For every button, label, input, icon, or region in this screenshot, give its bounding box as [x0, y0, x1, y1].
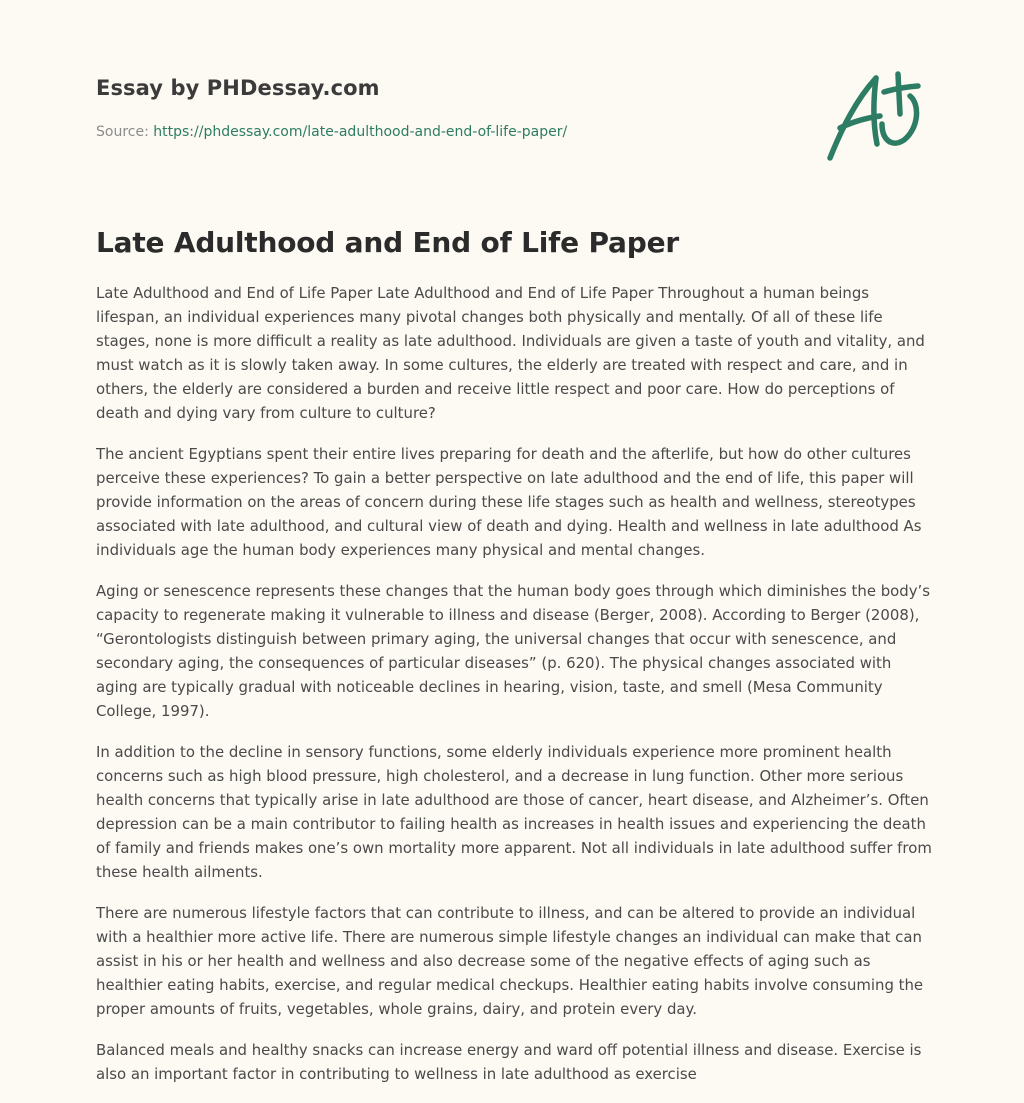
site-title: Essay by PHDessay.com: [96, 76, 380, 100]
page-header: [96, 76, 796, 140]
essay-title: Late Adulthood and End of Life Paper: [96, 226, 679, 259]
essay-content: [96, 226, 932, 1103]
essay-paragraph: Aging or senescence represents these changes that the human body goes through which diminishes the body’s capacity to regenerate making it vulnerable to illness and disease (Berger, 2008). According to Berger (2008), “Gerontologists distinguish between primary aging, the universal changes that occur with senescence, and secondary aging, the consequences of particular diseases” (p. 620). The physical changes associated with aging are typically gradual with noticeable declines in hearing, vision, taste, and smell (Mesa Community College, 1997).: [96, 582, 931, 720]
essay-paragraph: Late Adulthood and End of Life Paper Late Adulthood and End of Life Paper Throughout a human beings lifespan, an individual experiences many pivotal changes both physically and mentally. Of all of these life stages, none is more difficult a reality as late adulthood. Individuals are given a taste of youth and vitality, and must watch as it is slowly taken away. In some cultures, the elderly are treated with respect and care, and in others, the elderly are considered a burden and receive little respect and poor care. How do perceptions of death and dying vary from culture to culture?: [96, 284, 925, 422]
essay-paragraph: There are numerous lifestyle factors that can contribute to illness, and can be altered to provide an individual with a healthier more active life. There are numerous simple lifestyle changes an individual can make that can assist in his or her health and wellness and also decrease some of the negative effects of aging such as healthier eating habits, exercise, and regular medical checkups. Healthier eating habits involve consuming the proper amounts of fruits, vegetables, whole grains, dairy, and protein every day.: [96, 904, 924, 1018]
source-label: Source:: [96, 124, 149, 140]
essay-paragraph: Balanced meals and healthy snacks can increase energy and ward off potential illness and disease. Exercise is also an important factor in contributing to wellness in late adulthood as exercise: [96, 1041, 922, 1083]
source-line: [96, 124, 796, 140]
source-link[interactable]: https://phdessay.com/late-adulthood-and-end-of-life-paper/: [153, 124, 568, 140]
a-plus-logo-icon: [820, 66, 930, 166]
essay-paragraph: The ancient Egyptians spent their entire lives preparing for death and the afterlife, but how do other cultures perceive these experiences? To gain a better perspective on late adulthood and the end of life, this paper will provide information on the areas of concern during these life stages such as health and wellness, stereotypes associated with late adulthood, and cultural view of death and dying. Health and wellness in late adulthood As individuals age the human body experiences many physical and mental changes.: [96, 445, 922, 559]
essay-paragraph: In addition to the decline in sensory functions, some elderly individuals experience more prominent health concerns such as high blood pressure, high cholesterol, and a decrease in lung function. Other more serious health concerns that typically arise in late adulthood are those of cancer, heart disease, and Alzheimer’s. Often depression can be a main contributor to failing health as increases in health issues and experiencing the death of family and friends makes one’s own mortality more apparent. Not all individuals in late adulthood suffer from these health ailments.: [96, 743, 932, 881]
